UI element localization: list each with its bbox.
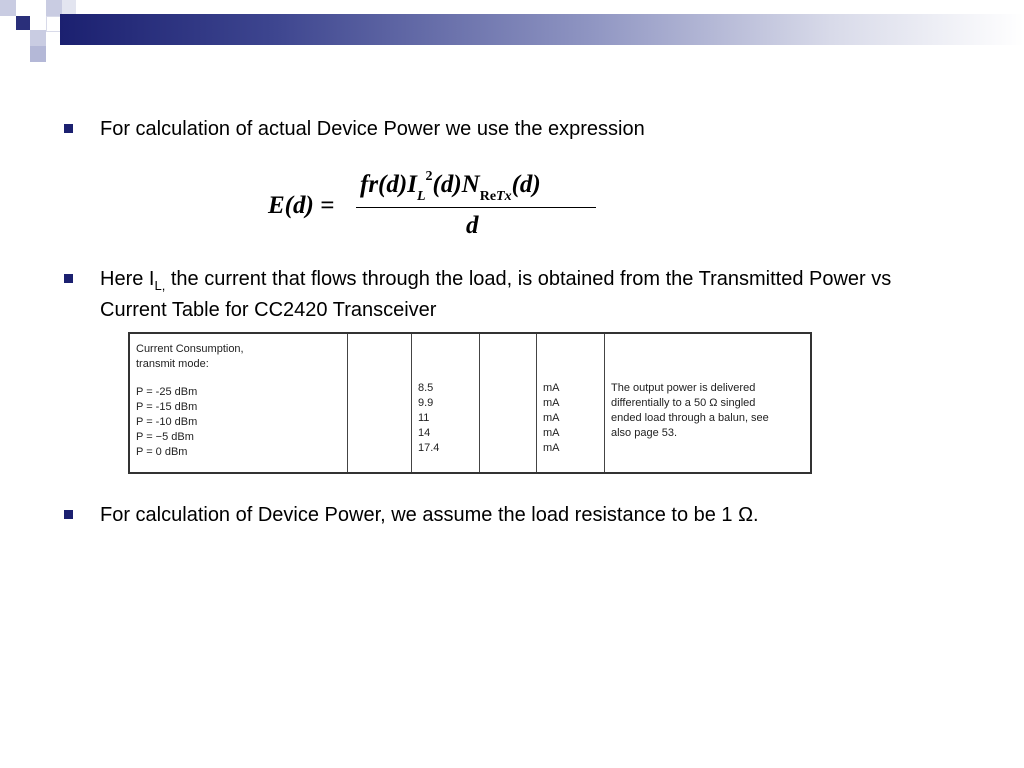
num-part2: (d)N bbox=[432, 171, 480, 198]
subscript-L: L, bbox=[154, 278, 166, 293]
decor-square bbox=[62, 0, 76, 14]
unit-cell: mA bbox=[543, 382, 560, 394]
unit-column bbox=[537, 334, 605, 472]
unit-cell: mA bbox=[543, 442, 560, 454]
value-cell: 9.9 bbox=[418, 397, 434, 409]
num-sup-2: 2 bbox=[425, 169, 433, 184]
condition-cell: P = −5 dBm bbox=[136, 431, 194, 443]
bullet-square-icon bbox=[64, 274, 73, 283]
num-sub-L: L bbox=[416, 189, 426, 204]
unit-cell: mA bbox=[543, 412, 560, 424]
condition-cell: P = -15 dBm bbox=[136, 401, 198, 413]
decor-square bbox=[30, 46, 46, 62]
decor-square bbox=[0, 0, 16, 16]
value-cell: 11 bbox=[418, 412, 430, 424]
text-part: Here I bbox=[100, 268, 155, 290]
unit-cell: mA bbox=[543, 427, 560, 439]
table-header-line: Current Consumption, bbox=[136, 343, 244, 355]
current-consumption-table bbox=[128, 332, 812, 474]
table-header-line: transmit mode: bbox=[136, 358, 209, 370]
min-column bbox=[348, 334, 412, 472]
note-line: also page 53. bbox=[611, 427, 678, 439]
value-cell: 17.4 bbox=[418, 442, 440, 454]
energy-formula bbox=[268, 165, 608, 245]
note-line: ended load through a balun, see bbox=[611, 412, 769, 424]
value-cell: 8.5 bbox=[418, 382, 434, 394]
bullet-square-icon bbox=[64, 510, 73, 519]
bullet-text-2 bbox=[100, 267, 960, 322]
note-line: differentially to a 50 Ω singled bbox=[611, 397, 756, 409]
bullet-text-3: For calculation of Device Power, we assume the load resistance to be 1 Ω. bbox=[100, 504, 759, 526]
num-sub-tx: Tx bbox=[496, 189, 512, 204]
num-sub-re: Re bbox=[479, 189, 497, 204]
text-part: the current that flows through the load, is obtained from the Transmitted Power vs Current Table for CC2420 Transceiver bbox=[100, 268, 892, 321]
formula-denominator: d bbox=[466, 212, 479, 239]
num-part3: (d) bbox=[511, 171, 541, 198]
max-column bbox=[480, 334, 537, 472]
num-part1: fr(d)I bbox=[360, 171, 417, 198]
value-cell: 14 bbox=[418, 427, 431, 439]
condition-cell: P = -10 dBm bbox=[136, 416, 198, 428]
bullet-text-1: For calculation of actual Device Power we use the expression bbox=[100, 118, 645, 140]
typ-column bbox=[412, 334, 480, 472]
condition-cell: P = 0 dBm bbox=[136, 446, 188, 458]
decor-square bbox=[30, 30, 46, 46]
formula-lhs: E(d) = bbox=[268, 192, 335, 219]
fraction-line bbox=[356, 207, 596, 208]
decor-square bbox=[16, 16, 30, 30]
parameter-column bbox=[130, 334, 348, 472]
title-gradient-bar bbox=[60, 14, 1024, 45]
condition-cell: P = -25 dBm bbox=[136, 386, 198, 398]
unit-cell: mA bbox=[543, 397, 560, 409]
formula-numerator bbox=[360, 169, 541, 204]
condition-note-column bbox=[605, 334, 810, 472]
bullet-square-icon bbox=[64, 124, 73, 133]
note-line: The output power is delivered bbox=[611, 382, 756, 394]
